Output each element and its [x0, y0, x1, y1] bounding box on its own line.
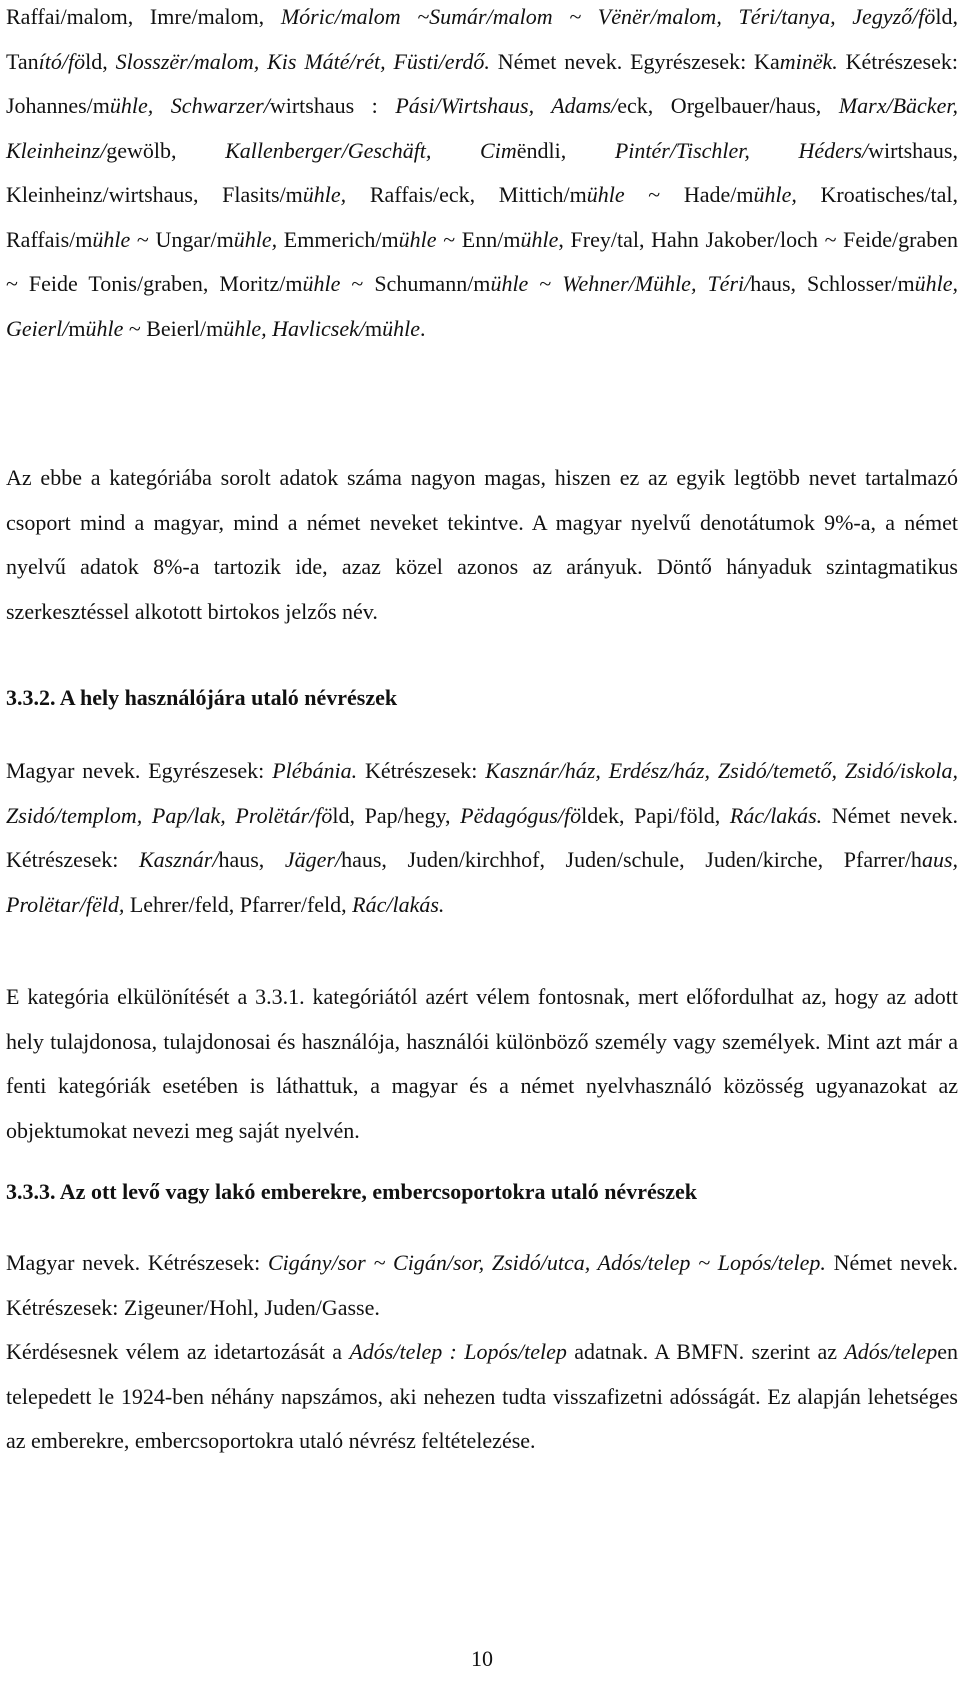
text-run: Kétrészesek:	[357, 758, 486, 783]
text-run: Magyar nevek. Egyrészesek:	[6, 758, 273, 783]
paragraph-place-names-mills	[6, 0, 958, 351]
italic-text-run: aus, Prolëtar/fëld,	[6, 847, 958, 917]
text-run: Kroatisches/tal, Raffais/m	[6, 182, 958, 252]
section-heading-3-3-3: 3.3.3. Az ott levő vagy lakó emberekre, embercsoportokra utaló névrészek	[6, 1179, 698, 1204]
italic-text-run: Adós/telep : Lopós/telep	[349, 1339, 567, 1364]
text-run: ~ Hade/m	[624, 182, 754, 207]
text-run: ~ Beierl/m	[123, 315, 224, 341]
italic-text-run: ühle, Geierl/	[6, 271, 959, 341]
italic-text-run: ühle	[85, 315, 124, 341]
italic-text-run: ító/fö	[38, 48, 86, 74]
text-run: haus,	[218, 847, 285, 872]
italic-text-run: Cigány/sor ~ Cigán/sor, Zsidó/utca, Adós/telep ~ Lopós/telep.	[267, 1250, 826, 1275]
page-number: 10	[471, 1646, 493, 1671]
italic-text-run: Kasznár/ház, Erdész/ház, Zsidó/temető, Zsidó/iskola, Zsidó/templom, Pap/lak, Prolëtár/fö	[6, 758, 958, 828]
text-run: Az ebbe a kategóriába sorolt adatok száma nagyon magas, hiszen ez az egyik legtöbb nevet tartalmazó csoport mind a magyar, mind a német neveket tekintve. A magyar nyelvű denotátumok 9%-a, a német nyelvű adatok 8%-a tartozik ide, azaz közel azonos az arányuk. Döntő hányaduk szintagmatikus szerkesztéssel alkotott birtokos jelzős név.	[6, 465, 958, 624]
italic-text-run: Wehner/Mühle, Téri/	[562, 271, 751, 296]
italic-text-run: Kallenberger/Geschäft, Cim	[225, 137, 517, 163]
italic-text-run: ühle	[398, 226, 437, 252]
text-run: eck, Orgelbauer/haus,	[617, 93, 839, 118]
text-run: wirtshaus :	[269, 93, 396, 118]
document-page	[6, 0, 958, 1682]
text-run: Lehrer/feld, Pfarrer/feld,	[124, 891, 353, 917]
paragraph-category-explanation	[6, 975, 958, 1153]
italic-text-run: Pintér/Tischler, Héders/	[614, 137, 869, 163]
text-run: ëndli,	[516, 137, 615, 163]
italic-text-run: Marx/Bäcker, Kleinheinz/	[6, 93, 958, 163]
text-run: Kétrészesek: Johannes/m	[6, 48, 958, 118]
italic-text-run: Rác/lakás.	[352, 891, 445, 917]
text-run: Raffais/eck, Mittich/m	[346, 182, 587, 207]
italic-text-run: Jäger/	[284, 847, 342, 872]
text-run: m	[364, 315, 383, 341]
paragraph-user-names	[6, 749, 958, 927]
text-run: ~	[528, 271, 563, 296]
text-run: Német nevek. Kétrészesek:	[6, 802, 959, 872]
italic-text-run: ühle	[302, 271, 341, 296]
italic-text-run: ühle,	[233, 226, 278, 252]
italic-text-run: ühle	[520, 226, 559, 252]
text-run: Raffai/malom, Imre/malom,	[6, 4, 281, 29]
text-run: ldek, Papi/föld,	[581, 802, 730, 828]
text-run: Magyar nevek. Kétrészesek:	[6, 1250, 268, 1275]
text-run: ld, Tan	[6, 4, 958, 74]
italic-text-run: ühle	[382, 315, 420, 341]
text-run: haus, Schlosser/m	[750, 271, 915, 296]
italic-text-run: minëk.	[779, 48, 838, 74]
italic-text-run: Rác/lakás.	[729, 802, 823, 828]
italic-text-run: ühle, Schwarzer/	[109, 93, 270, 118]
italic-text-run: ühle	[92, 226, 131, 252]
italic-text-run: ühle	[586, 182, 625, 207]
text-run: E kategória elkülönítését a 3.3.1. kategóriától azért vélem fontosnak, mert előfordulhat az, hogy az adott hely tulajdonosa, tulajdonosai és használója, használói különböző személy vagy személyek. Mint azt már a fenti kategóriák esetében is láthattuk, a magyar és a német nyelvhasználó közösség ugyanazokat az objektumokat nevezi meg saját nyelvén.	[6, 984, 958, 1143]
paragraph-category-summary	[6, 456, 958, 634]
paragraph-people-names	[6, 1241, 958, 1330]
text-run: haus, Juden/kirchhof, Juden/schule, Juden/kirche, Pfarrer/h	[341, 847, 922, 872]
text-run: m	[68, 315, 86, 341]
text-run: , Frey/tal, Hahn Jakober/loch ~ Feide/graben ~ Feide Tonis/graben, Moritz/m	[6, 226, 959, 296]
text-run: ~ Schumann/m	[340, 271, 491, 296]
italic-text-run: Móric/malom ~Sumár/malom ~ Vënër/malom, Téri/tanya, Jegyző/fö	[280, 4, 936, 29]
text-run: ld,	[85, 48, 116, 74]
section-heading-3-3-2: 3.3.2. A hely használójára utaló névrészek	[6, 685, 398, 710]
text-run: Német nevek. Kétrészesek: Zigeuner/Hohl, Juden/Gasse.	[6, 1250, 958, 1320]
text-run: Kérdésesnek vélem az idetartozását a	[6, 1339, 350, 1364]
text-run: ld, Pap/hegy,	[332, 802, 461, 828]
italic-text-run: Plébánia.	[272, 758, 358, 783]
text-run: ~ Enn/m	[436, 226, 521, 252]
italic-text-run: ühle,	[753, 182, 797, 207]
text-run: en telepedett le 1924-ben néhány napszámos, aki nehezen tudta visszafizetni adósságát. Ez alapján lehetséges az emberekre, embercsoportokra utaló névrész feltételezése.	[6, 1339, 958, 1453]
text-run: ~ Ungar/m	[130, 226, 234, 252]
italic-text-run: Adós/telep	[844, 1339, 938, 1364]
text-run: wirtshaus, Kleinheinz/wirtshaus, Flasits/m	[6, 137, 958, 207]
text-run: gewölb,	[106, 137, 226, 163]
text-run: adatnak. A BMFN. szerint az	[566, 1339, 845, 1364]
text-run: Német nevek. Egyrészesek: Ka	[489, 48, 780, 74]
text-run: .	[419, 315, 426, 341]
italic-text-run: Slosszër/malom, Kis Máté/rét, Füsti/erdő.	[115, 48, 490, 74]
italic-text-run: ühle,	[302, 182, 347, 207]
italic-text-run: Pási/Wirtshaus, Adams/	[395, 93, 618, 118]
italic-text-run: ühle	[490, 271, 529, 296]
paragraph-ados-telep	[6, 1330, 958, 1464]
italic-text-run: Pëdagógus/fö	[460, 802, 582, 828]
italic-text-run: ühle, Havlicsek/	[223, 315, 365, 341]
italic-text-run: Kasznár/	[138, 847, 219, 872]
text-run: Emmerich/m	[277, 226, 399, 252]
